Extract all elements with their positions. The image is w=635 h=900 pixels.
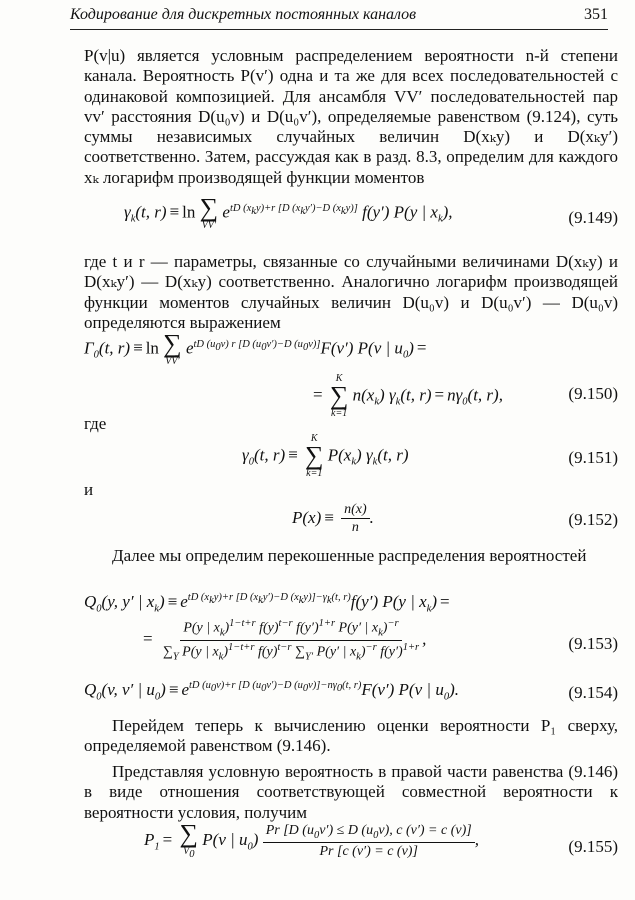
equation-9-155 bbox=[84, 819, 618, 872]
equation-9-151 bbox=[84, 434, 618, 482]
equation-9-154-body: $Q_0(v$, v′ | $u_0) \equiv e^{tD (u_0v)+r [D (u_0v')-D (u_0v)]-n\gamma_0(t, r)}F(v')$ P(v | $u_0$). bbox=[84, 680, 459, 703]
equation-9-153-line2: = $\frac{P(y | x_k)^{1-t+r} f(y)^{t-r} f(y')^{1+r} P(y' | x_k)^{-r}}{\sum_Y P(y | x_k)^{1-t+r} f(y)^{t-r} \sum_{Y'} P(y' | x_k)^{-r} f(y')^{1+r}}$ , bbox=[143, 618, 427, 663]
running-head bbox=[70, 6, 608, 30]
equation-9-153-line1: $Q_0(y$, y′ | $x_k) \equiv e^{tD (x_ky)+r [D (x_ky')-D (x_ky)]-\gamma_k(t, r)}f(y')$ P(y | $x_k$) = bbox=[84, 592, 450, 615]
equation-number: (9.155) bbox=[568, 837, 618, 856]
equation-9-151-body: $\gamma_0(t$, r) ≡ K ∑ k=1 $P(x_k)$ $\gamma_k(t$, r) bbox=[242, 433, 409, 479]
equation-9-155-body: $P_1$ = ∑ $V_0$ P(v | $u_0$) $\frac{Pr [D (u_0v') \le D (u_0v), c (v') = c (v)]}{Pr [c (v') = c (v)]}$ , bbox=[144, 819, 479, 860]
equation-9-149 bbox=[84, 193, 618, 240]
equation-number: (9.150) bbox=[568, 384, 618, 403]
equation-number: (9.153) bbox=[568, 634, 618, 653]
equation-9-152 bbox=[84, 498, 618, 542]
page-number: 351 bbox=[584, 6, 608, 23]
running-title: Кодирование для дискретных постоянных каналов bbox=[70, 6, 417, 23]
paragraph-3: Далее мы определим перекошенные распределения вероятностей bbox=[112, 546, 587, 565]
equation-number: (9.152) bbox=[568, 510, 618, 529]
and-label: и bbox=[84, 480, 94, 499]
equation-number: (9.154) bbox=[568, 683, 618, 702]
equation-number: (9.151) bbox=[568, 448, 618, 467]
where-label-1: где bbox=[84, 414, 107, 433]
equation-number: (9.149) bbox=[568, 208, 618, 227]
paragraph-1: P(v|u) является условным распределением вероятности n-й степени канала. Вероятность P(v′) одна и та же для всех последовательностей с одинаковой композицией. Для ансамбля VV′ последовательностей пар vv′ расстояния D(u₀v) и D(u₀v′), определяемые равенством (9.124), суть суммы независимых случайных величин D(xₖy) и D(xₖy′) соответственно. Затем, рассуждая как в разд. 8.3, определим для каждого xₖ логарифм производящей функции моментов bbox=[84, 46, 618, 187]
paragraph-5: Представляя условную вероятность в правой части равенства (9.146) в виде отношения соответствующей совместной вероятности к вероятности условия, получим bbox=[84, 762, 618, 822]
equation-9-150-line1: $\Gamma_0(t$, r) ≡ ln ∑ VV′ $e^{tD (u_0v) r [D (u_0v')-D (u_0v)]}F(v')$ P(v | $u_0$) = bbox=[84, 329, 427, 367]
equation-9-150 bbox=[84, 329, 618, 422]
equation-9-154 bbox=[84, 678, 618, 708]
equation-9-150-line2: = K ∑ k=1 $n(x_k)$ $\gamma_k(t$, $r) = n\gamma_0(t$, r), bbox=[313, 373, 503, 419]
equation-9-153 bbox=[84, 592, 618, 678]
equation-9-149-body: $\gamma_k(t$, r) ≡ ln ∑ VV′ $e^{tD (x_ky)+r [D (x_ky')-D (x_ky)]}$ f(y′) P(y | $x_k$), bbox=[124, 193, 453, 231]
paragraph-4: Перейдем теперь к вычислению оценки вероятности P₁ сверху, определяемой равенством (9.146). bbox=[84, 716, 618, 756]
equation-9-152-body: P(x) ≡ $\frac{n(x)}{n}$ . bbox=[292, 502, 374, 536]
paragraph-2: где t и r — параметры, связанные со случайными величинами D(xₖy) и D(xₖy′) — D(xₖy) соответственно. Аналогично логарифм производящей функции моментов случайных величин D(u₀v) и D(u₀v′) — D(u₀v) определяются выражением bbox=[84, 252, 618, 332]
